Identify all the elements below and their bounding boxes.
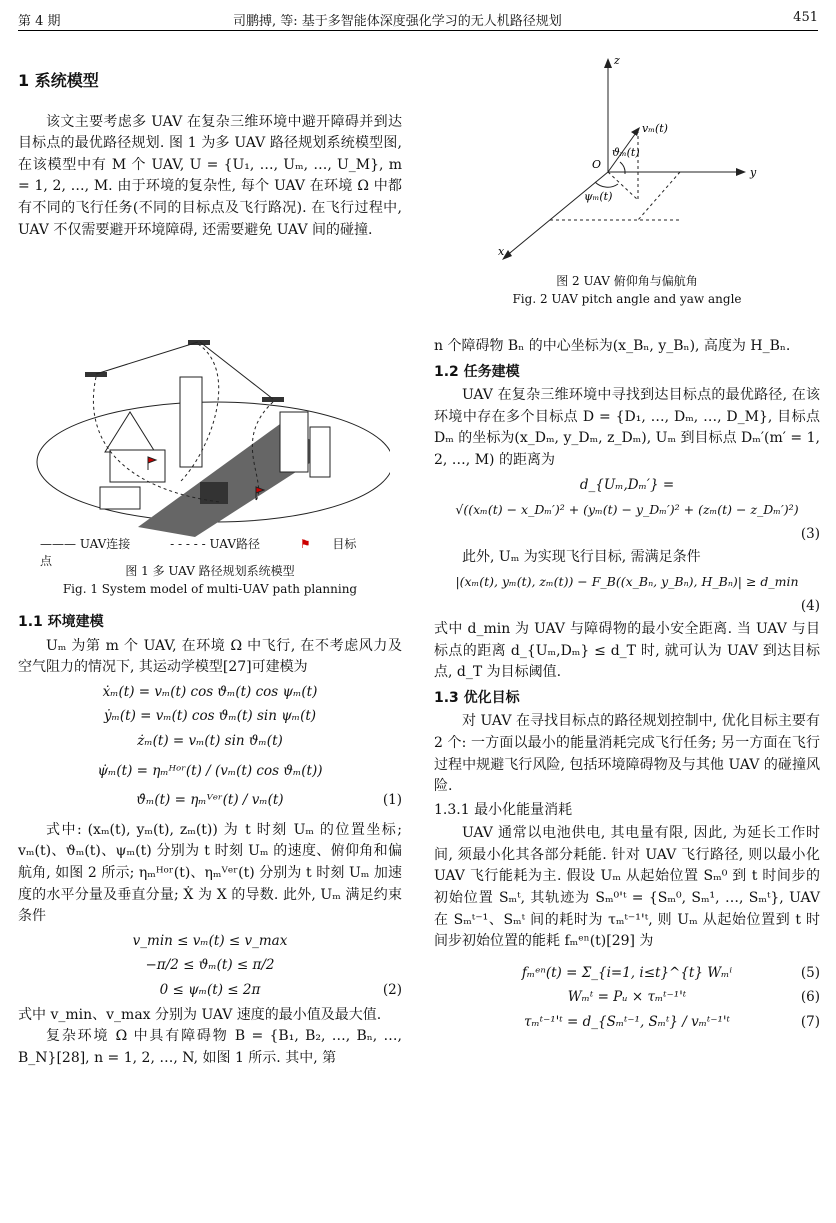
- section-heading: 1 系统模型: [18, 71, 99, 90]
- subsection-heading: 1.1 环境建模: [18, 614, 104, 630]
- paragraph: UAV 通常以电池供电, 其电量有限, 因此, 为延长工作时间, 须最小化其各部分耗能. 针对 UAV 飞行路径, 则以最小化 UAV 飞行能耗为主. 假设 Uₘ 从起始位置 Sₘ⁰ 到 t 时间步的初始位置 Sₘᵗ, 其轨迹为 Sₘ⁰'ᵗ = {Sₘ⁰, Sₘ¹, …, Sₘᵗ}, UAV 在 Sₘᵗ⁻¹、Sₘᵗ 间的耗时为 τₘᵗ⁻¹'ᵗ, 则 Uₘ 从起始位置到 t 时间步初始位置的能耗 fₘᵉⁿ(t)[29] 为: [434, 825, 820, 950]
- paragraph: 此外, Uₘ 为实现飞行目标, 需满足条件: [462, 548, 701, 565]
- paragraph: 式中 v_min、v_max 分别为 UAV 速度的最小值及最大值.: [18, 1006, 382, 1023]
- equation: τₘᵗ⁻¹'ᵗ = d_{Sₘᵗ⁻¹, Sₘᵗ} / vₘᵗ⁻¹'ᵗ: [524, 1014, 730, 1031]
- equation: −π/2 ≤ ϑₘ(t) ≤ π/2: [145, 957, 275, 974]
- equation: Wₘᵗ = Pᵤ × τₘᵗ⁻¹'ᵗ: [567, 989, 687, 1006]
- running-title: 司鹏搏, 等: 基于多智能体深度强化学习的无人机路径规划: [233, 14, 562, 29]
- issue-number: 第 4 期: [18, 14, 61, 29]
- right-column: [434, 336, 820, 1037]
- equation: 0 ≤ ψₘ(t) ≤ 2π: [159, 981, 261, 998]
- equation-block: [18, 790, 402, 812]
- figure-2-angles: [490, 52, 780, 270]
- equation-number-row: [434, 524, 820, 544]
- equation-number: (5): [800, 964, 820, 981]
- equation-number: (4): [800, 597, 820, 614]
- equation-number: (6): [800, 989, 820, 1006]
- origin-label: O: [592, 158, 602, 171]
- equation-number-row: [434, 596, 820, 616]
- equation-number: (3): [800, 525, 820, 542]
- equation: ẋₘ(t) = vₘ(t) cos ϑₘ(t) cos ψₘ(t): [102, 683, 318, 700]
- fig1-caption-cn: 图 1 多 UAV 路径规划系统模型: [125, 564, 295, 578]
- paragraph: 对 UAV 在寻找目标点的路径规划控制中, 优化目标主要有 2 个: 一方面以最小的能量消耗完成飞行任务; 另一方面在飞行过程中规避飞行风险, 包括环境障碍物及与其他 UAV 的碰撞风险.: [434, 713, 820, 795]
- equation-number: (2): [382, 981, 402, 998]
- left-column-lower: [18, 562, 402, 1069]
- axis-label-y: y: [750, 166, 757, 179]
- legend-target: ⚑ 目标点: [40, 537, 357, 568]
- fig1-caption-en: Fig. 1 System model of multi-UAV path planning: [62, 582, 358, 596]
- fig2-caption-en: Fig. 2 UAV pitch angle and yaw angle: [512, 292, 742, 306]
- paragraph: n 个障碍物 Bₙ 的中心坐标为(x_Bₙ, y_Bₙ), 高度为 H_Bₙ.: [434, 338, 791, 354]
- equation-block: [18, 980, 402, 1002]
- legend-uav-link: ——— UAV连接: [40, 537, 131, 551]
- axis-label-x: x: [498, 245, 505, 258]
- axis-label-z: z: [614, 54, 620, 67]
- legend-uav-path: - - - - - UAV路径: [170, 537, 260, 551]
- velocity-label: vₘ(t): [642, 122, 668, 135]
- yaw-label: ψₘ(t): [584, 190, 613, 203]
- equation: |(xₘ(t), yₘ(t), zₘ(t)) − F_B((x_Bₙ, y_Bₙ), H_Bₙ)| ≥ d_min: [455, 574, 799, 590]
- equation-number: (1): [382, 792, 402, 809]
- paragraph: UAV 在复杂三维环境中寻找到达目标点的最优路径, 在该环境中存在多个目标点 D = {D₁, …, Dₘ, …, D_M}, 目标点 Dₘ 的坐标为(x_Dₘ, y_Dₘ, z_Dₘ), Uₘ 到目标点 Dₘ′(m′ = 1, 2, …, M) 的距离为: [434, 387, 820, 468]
- page-number: 451: [793, 10, 818, 25]
- intro-paragraph: 该文主要考虑多 UAV 在复杂三维环境中避开障碍并到达目标点的最优路径规划. 图 1 为多 UAV 路径规划系统模型图, 在该模型中有 M 个 UAV, U = {U₁, …, Uₘ, …, U_M}, m = 1, 2, …, M. 由于环境的复杂性, 每个 UAV 在环境 Ω 中都有不同的飞行任务(不同的目标点及飞行路况). 在飞行过程中, UAV 不仅需要避开环境障碍, 还需要避免 UAV 间的碰撞.: [18, 113, 402, 238]
- fig2-caption-cn: 图 2 UAV 俯仰角与偏航角: [556, 274, 698, 288]
- pitch-label: ϑₘ(t): [612, 146, 640, 159]
- equation: ϑ̇ₘ(t) = ηₘⱽᵉʳ(t) / vₘ(t): [136, 792, 284, 809]
- subsubsection-heading: 1.3.1 最小化能量消耗: [434, 801, 573, 818]
- equation-block: [434, 987, 820, 1009]
- subsection-heading: 1.3 优化目标: [434, 689, 520, 706]
- left-column: [18, 70, 402, 241]
- equation-block: [434, 1012, 820, 1034]
- equation: ψ̇ₘ(t) = ηₘᴴᵒʳ(t) / (vₘ(t) cos ϑₘ(t)): [97, 762, 323, 779]
- figure-1-system-model: [30, 332, 390, 562]
- equation: żₘ(t) = vₘ(t) sin ϑₘ(t): [137, 732, 283, 749]
- equation-block: [434, 963, 820, 985]
- running-header: [18, 8, 818, 31]
- paragraph: Uₘ 为第 m 个 UAV, 在环境 Ω 中飞行, 在不考虑风力及空气阻力的情况下, 其运动学模型[27]可建模为: [18, 637, 402, 676]
- equation: v_min ≤ vₘ(t) ≤ v_max: [132, 932, 288, 949]
- equation: d_{Uₘ,Dₘ′} =: [579, 476, 675, 493]
- paragraph: 复杂环境 Ω 中具有障碍物 B = {B₁, B₂, …, Bₙ, …, B_N}[28], n = 1, 2, …, N, 如图 1 所示. 其中, 第: [18, 1028, 402, 1066]
- equation-number: (7): [800, 1014, 820, 1031]
- paragraph: 式中 d_min 为 UAV 与障碍物的最小安全距离. 当 UAV 与目标点的距离 d_{Uₘ,Dₘ} ≤ d_T 时, 就可认为 UAV 到达目标点, d_T 为目标阈值.: [434, 620, 820, 681]
- paragraph: 式中: (xₘ(t), yₘ(t), zₘ(t)) 为 t 时刻 Uₘ 的位置坐标; vₘ(t)、ϑₘ(t)、ψₘ(t) 分别为 t 时刻 Uₘ 的速度、俯仰角和偏航角, 如图 2 所示; ηₘᴴᵒʳ(t)、ηₘⱽᵉʳ(t) 分别为 t 时刻 Uₘ 加速度的水平分量及垂直分量; Ẋ 为 X 的导数. 此外, Uₘ 满足约束条件: [18, 821, 402, 925]
- subsection-heading: 1.2 任务建模: [434, 363, 520, 380]
- equation: ẏₘ(t) = vₘ(t) cos ϑₘ(t) sin ψₘ(t): [103, 708, 317, 725]
- equation: √((xₘ(t) − x_Dₘ′)² + (yₘ(t) − y_Dₘ′)² + (zₘ(t) − z_Dₘ′)²): [455, 502, 799, 518]
- equation: fₘᵉⁿ(t) = Σ_{i=1, i≤t}^{t} Wₘⁱ: [521, 964, 733, 981]
- fig2-caption: [434, 272, 820, 308]
